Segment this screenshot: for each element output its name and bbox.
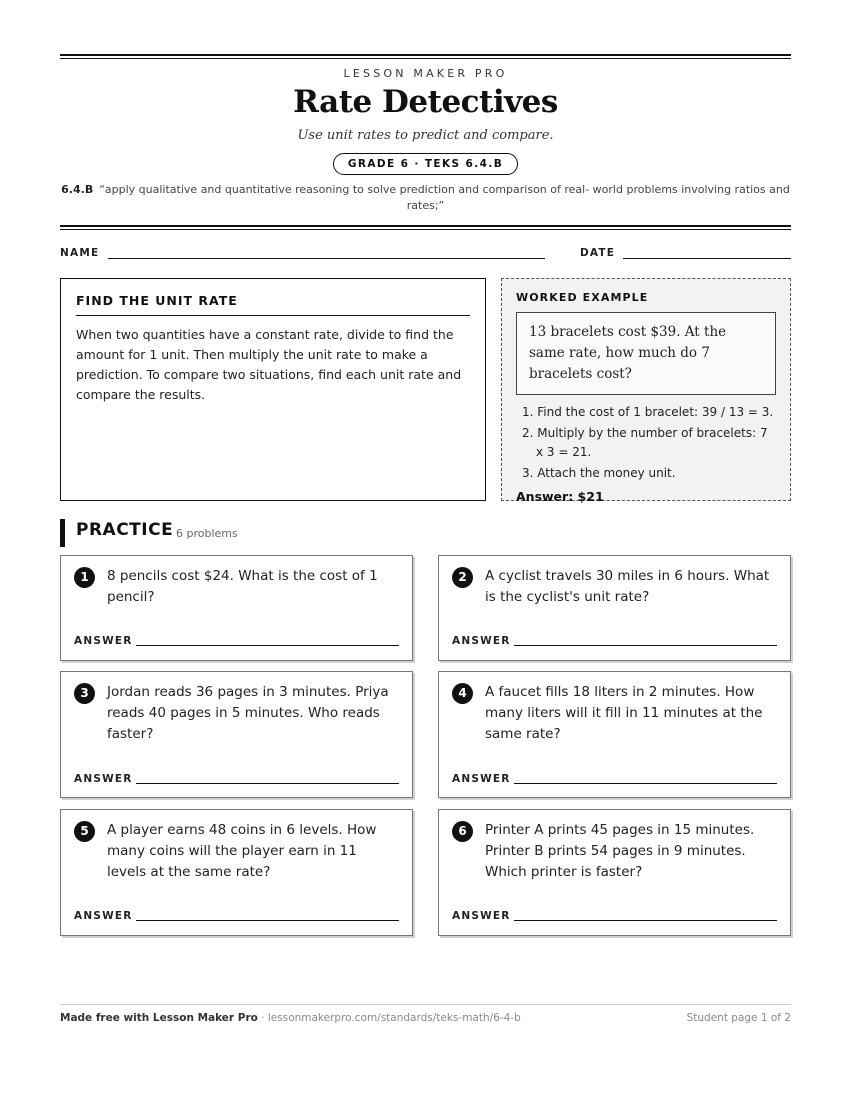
footer-page-number: Student page 1 of 2 xyxy=(686,1012,791,1024)
student-info-row xyxy=(60,245,791,263)
worksheet-title: Rate Detectives xyxy=(293,84,558,120)
worked-example-box xyxy=(501,278,791,504)
answer-field[interactable] xyxy=(136,645,399,646)
practice-title: PRACTICE xyxy=(76,520,174,540)
practice-accent-bar xyxy=(60,519,65,547)
grade-badge: GRADE 6 · TEKS 6.4.B xyxy=(333,153,518,175)
problem-card xyxy=(60,671,413,798)
problem-text: Printer A prints 45 pages in 15 minutes. Printer B prints 54 pages in 9 minutes. Which printer is faster? xyxy=(485,822,755,880)
footer-credit xyxy=(60,1012,521,1024)
problem-number: 4 xyxy=(452,683,473,704)
problem-text: A cyclist travels 30 miles in 6 hours. What is the cyclist's unit rate? xyxy=(485,568,770,605)
worked-example-steps xyxy=(516,403,776,483)
footer-made-with: Made free with Lesson Maker Pro xyxy=(60,1012,258,1024)
header-divider xyxy=(60,225,791,230)
problem-number: 5 xyxy=(74,821,95,842)
standard-description xyxy=(60,182,791,214)
answer-label: ANSWER xyxy=(74,635,133,647)
problem-text: 8 pencils cost $24. What is the cost of 1 pencil? xyxy=(107,568,378,605)
problem-card xyxy=(438,809,791,936)
answer-label: ANSWER xyxy=(452,773,511,785)
worked-step: 2. Multiply by the number of bracelets: 7 x 3 = 21. xyxy=(522,426,768,459)
worked-example-answer: Answer: $21 xyxy=(516,489,604,504)
standard-code: 6.4.B xyxy=(61,183,94,196)
answer-field[interactable] xyxy=(136,783,399,784)
problem-text: A faucet fills 18 liters in 2 minutes. How many liters will it fill in 11 minutes at the same rate? xyxy=(485,684,763,742)
answer-field[interactable] xyxy=(514,783,777,784)
problem-number: 3 xyxy=(74,683,95,704)
name-field[interactable] xyxy=(108,258,545,259)
problem-number: 6 xyxy=(452,821,473,842)
answer-label: ANSWER xyxy=(452,635,511,647)
problem-card xyxy=(438,671,791,798)
problem-text: A player earns 48 coins in 6 levels. How many coins will the player earn in 11 levels at the same rate? xyxy=(107,822,377,880)
answer-field[interactable] xyxy=(514,920,777,921)
worked-step: 1. Find the cost of 1 bracelet: 39 / 13 = 3. xyxy=(522,405,774,419)
footer-divider xyxy=(60,1004,791,1005)
problem-number: 2 xyxy=(452,567,473,588)
problem-card xyxy=(60,809,413,936)
worksheet-page xyxy=(60,0,791,1100)
worked-example-heading: WORKED EXAMPLE xyxy=(516,291,649,304)
worked-step: 3. Attach the money unit. xyxy=(522,466,676,480)
concept-box xyxy=(60,278,486,501)
problem-number: 1 xyxy=(74,567,95,588)
problem-card xyxy=(438,555,791,661)
name-label: NAME xyxy=(60,247,100,259)
footer-url[interactable]: · lessonmakerpro.com/standards/teks-math/6-4-b xyxy=(257,1012,521,1024)
date-label: DATE xyxy=(580,247,616,259)
answer-label: ANSWER xyxy=(74,773,133,785)
answer-field[interactable] xyxy=(136,920,399,921)
answer-field[interactable] xyxy=(514,645,777,646)
answer-label: ANSWER xyxy=(452,910,511,922)
concept-body: When two quantities have a constant rate, divide to find the amount for 1 unit. Then multiply the unit rate to make a prediction. To compare two situations, find each unit rate and compare the results. xyxy=(76,327,462,402)
problem-text: Jordan reads 36 pages in 3 minutes. Priya reads 40 pages in 5 minutes. Who reads faster? xyxy=(107,684,389,742)
worksheet-subtitle: Use unit rates to predict and compare. xyxy=(297,128,554,143)
problem-card xyxy=(60,555,413,661)
concept-heading: FIND THE UNIT RATE xyxy=(76,293,470,316)
answer-label: ANSWER xyxy=(74,910,133,922)
standard-text: “apply qualitative and quantitative reasoning to solve prediction and comparison of real- world problems involving ratios and rates;” xyxy=(99,183,790,212)
brand-name: LESSON MAKER PRO xyxy=(343,67,508,80)
worked-example-question: 13 bracelets cost $39. At the same rate, how much do 7 bracelets cost? xyxy=(516,312,776,395)
top-divider xyxy=(60,54,791,59)
date-field[interactable] xyxy=(623,258,791,259)
practice-count: 6 problems xyxy=(176,527,238,540)
